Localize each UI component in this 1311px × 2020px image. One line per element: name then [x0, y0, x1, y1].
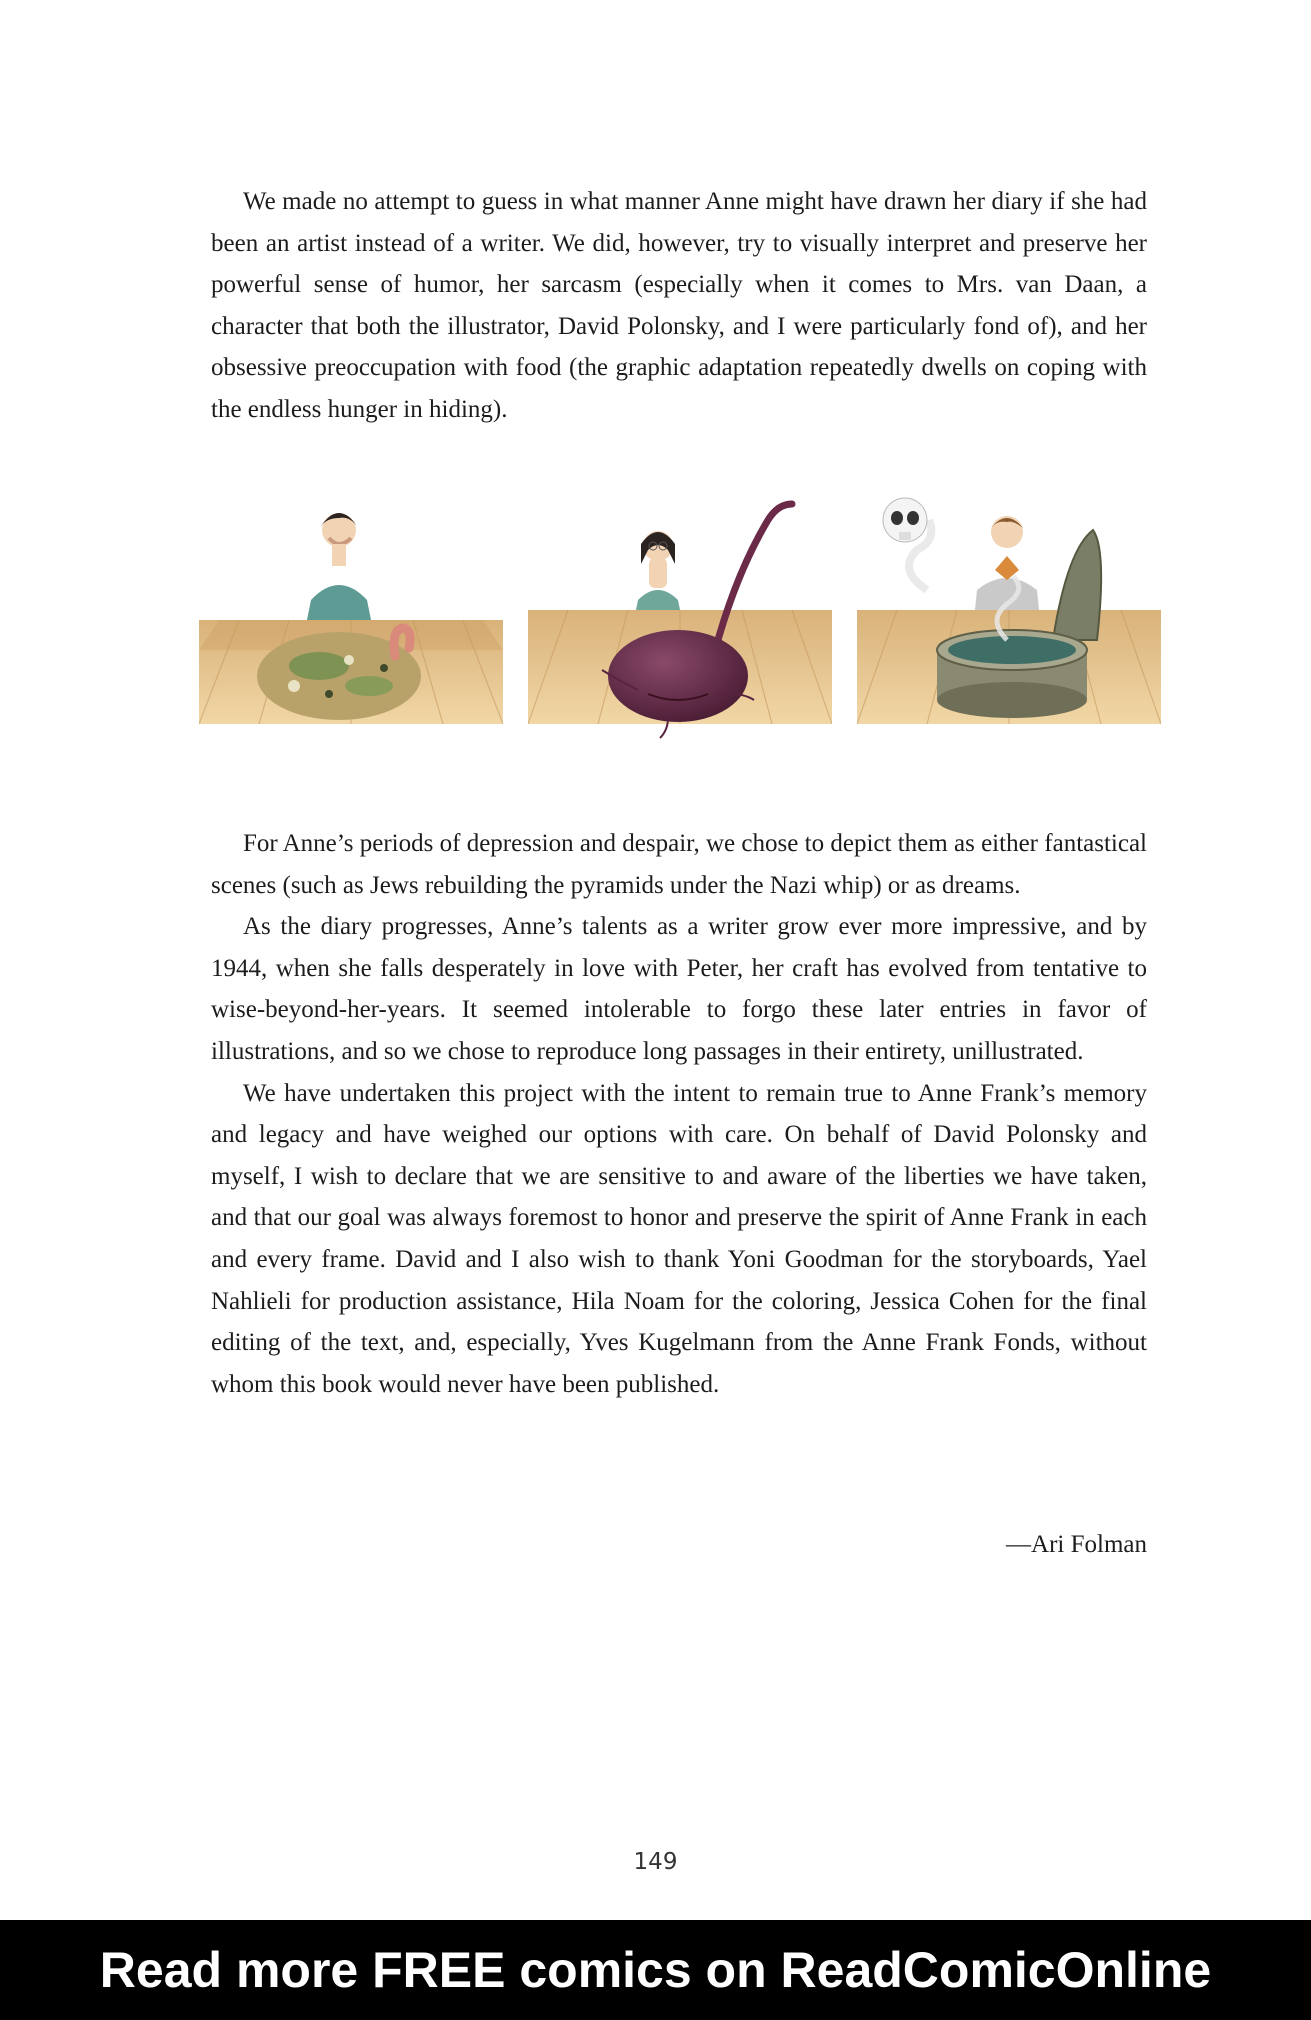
- moldy-potato-illustration: [199, 480, 503, 742]
- paragraph: For Anne’s periods of depression and despair, we chose to depict them as either fantastical scenes (such as Jews rebuilding the pyramids under the Nazi whip) or as dreams.: [211, 830, 1147, 899]
- panel-tin-can: [857, 480, 1161, 742]
- body-text: [211, 823, 1147, 1405]
- illustration-strip: [199, 480, 1161, 742]
- promo-banner[interactable]: Read more FREE comics on ReadComicOnline: [0, 1920, 1311, 2020]
- panel-moldy-potato: [199, 480, 503, 742]
- figure-girl: [636, 531, 680, 610]
- panel-beet: [528, 480, 832, 742]
- beet-illustration: [528, 480, 832, 742]
- page-number: 149: [633, 1849, 678, 1875]
- figure-boy: [975, 516, 1039, 610]
- tin-can-illustration: [857, 480, 1161, 742]
- paragraph: We made no attempt to guess in what manner Anne might have drawn her diary if she had been an artist instead of a writer. We did, however, try to visually interpret and preserve her powerful sense of humor, her sarcasm (especially when it comes to Mrs. van Daan, a character that both the illustrator, David Polonsky, and I were particularly fond of), and her obsessive preoccupation with food (the graphic adaptation repeatedly dwells on coping with the endless hunger in hiding).: [211, 188, 1147, 423]
- figure-woman: [307, 513, 371, 620]
- paragraph: As the diary progresses, Anne’s talents as a writer grow ever more impressive, and by 1944, when she falls desperately in love with Peter, her craft has evolved from tentative to wise-beyond-her-years. It seemed intolerable to forgo these later entries in favor of illustrations, and so we chose to reproduce long passages in their entirety, unillustrated.: [211, 913, 1147, 1065]
- skull-steam: [883, 498, 931, 590]
- paragraph: We have undertaken this project with the intent to remain true to Anne Frank’s memory and legacy and have weighed our options with care. On behalf of David Polonsky and myself, I wish to declare that we are sensitive to and aware of the liberties we have taken, and that our goal was always foremost to honor and preserve the spirit of Anne Frank in each and every frame. David and I also wish to thank Yoni Goodman for the storyboards, Yael Nahlieli for production assistance, Hila Noam for the coloring, Jessica Cohen for the final editing of the text, and, especially, Yves Kugelmann from the Anne Frank Fonds, without whom this book would never have been published.: [211, 1079, 1147, 1398]
- intro-text: [211, 181, 1147, 431]
- author-signature: —Ari Folman: [1006, 1531, 1147, 1558]
